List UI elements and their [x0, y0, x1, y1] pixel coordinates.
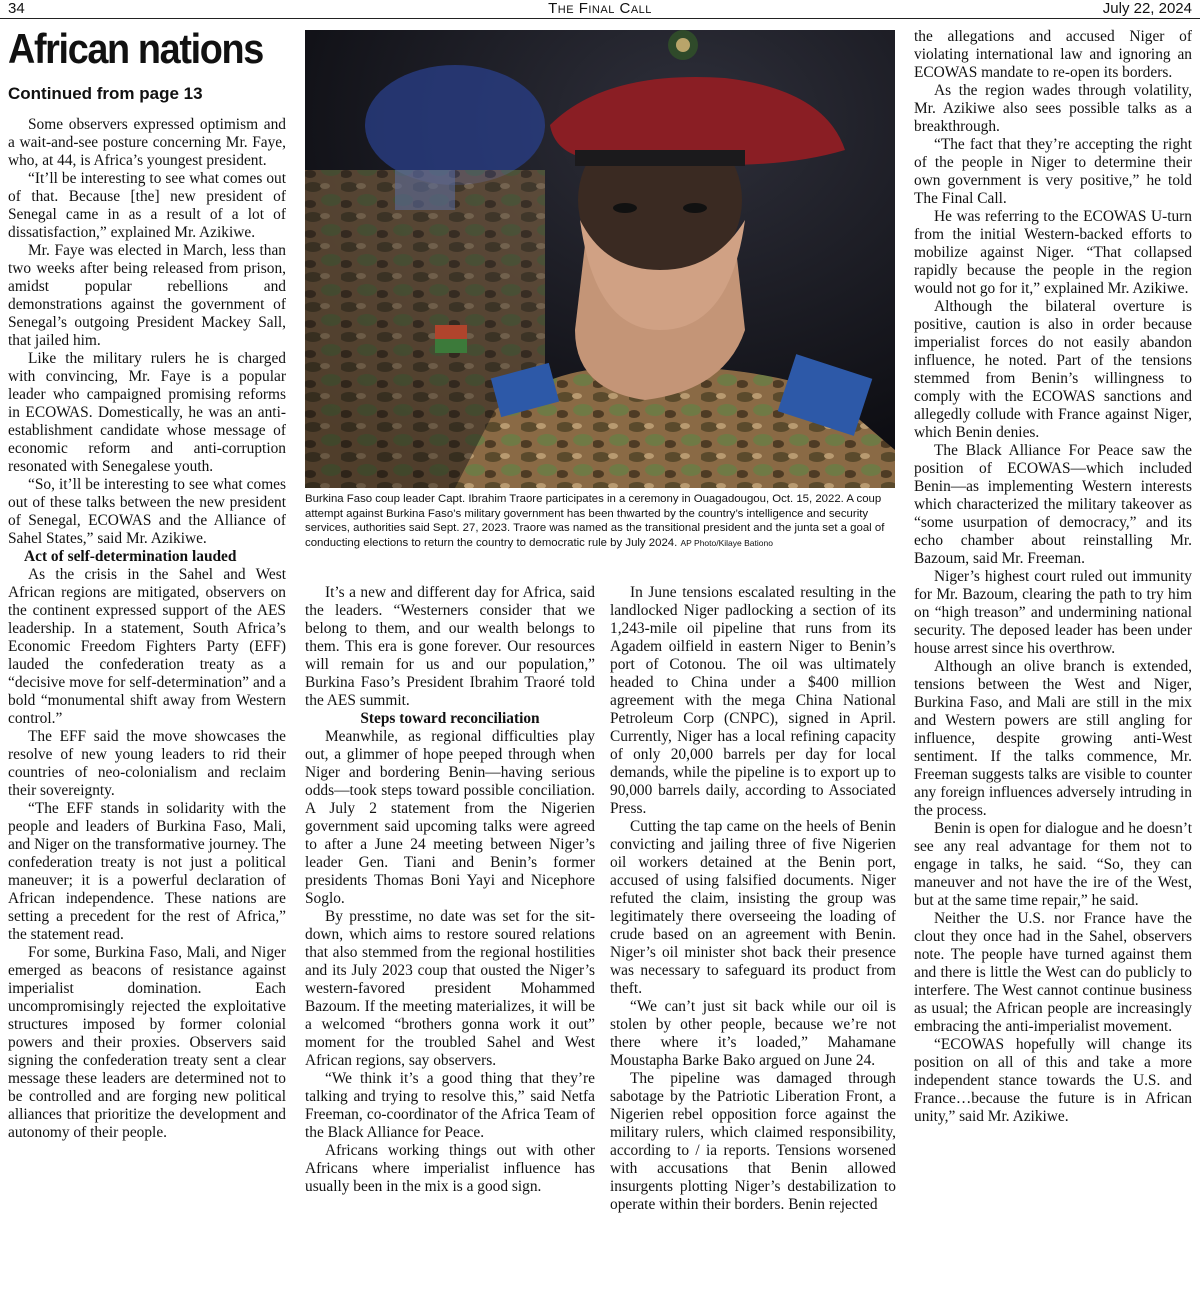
- paragraph: “The EFF stands in solidarity with the people and leaders of Burkina Faso, Mali, and Niger on the transformative journey. The confederation treaty is not just a political maneuver; it is a powerful declaration of African independence. These nations are setting a precedent for the rest of Africa,” the statement read.: [8, 800, 286, 943]
- paragraph: Mr. Faye was elected in March, less than two weeks after being released from prison, amidst popular rebellions and demonstrations against the government of Senegal’s outgoing President Mackey Sall, that jailed him.: [8, 242, 286, 349]
- paragraph: He was referring to the ECOWAS U-turn from the initial Western-backed efforts to mobilize against Niger. “That collapsed rapidly because the people in the region would not go for it,” explained Mr. Azikiwe.: [914, 208, 1192, 297]
- paragraph: Neither the U.S. nor France have the clout they once had in the Sahel, observers note. The people have turned against them and there is little the West can do publicly to interfere. The West cannot continue business as usual; the African people are increasingly embracing the anti-imperialist movement.: [914, 910, 1192, 1035]
- subhead: Steps toward reconciliation: [360, 710, 540, 727]
- page-header: [0, 0, 1200, 19]
- paragraph: “ECOWAS hopefully will change its position on all of this and take a more independent stance towards the U.S. and France…because the future is in African unity,” said Mr. Azikiwe.: [914, 1036, 1192, 1125]
- paragraph: It’s a new and different day for Africa, said the leaders. “Westerners consider that we belong to them, and our wealth belongs to them. This era is gone forever. Our resources will remain for us and our population,” Burkina Faso’s President Ibrahim Traoré told the AES summit.: [305, 584, 595, 709]
- article-column-4: [914, 28, 1192, 1126]
- article-column-3: [610, 584, 896, 1214]
- paragraph: The pipeline was damaged through sabotage by the Patriotic Liberation Front, a Nigerien rebel opposition force against the military rulers, which claimed responsibility, according to / ia reports. Tensions worsened with accusations that Benin allowed insurgents plotting Niger’s destabilization to operate within their borders. Benin rejected: [610, 1070, 896, 1213]
- paragraph: Niger’s highest court ruled out immunity for Mr. Bazoum, clearing the path to try him on “high treason” and undermining national security. The deposed leader has been under house arrest since his overthrow.: [914, 568, 1192, 657]
- paragraph: Although an olive branch is extended, tensions between the West and Niger, Burkina Faso, and Mali are still in the mix and Western powers are still angling for influence, despite growing anti-West sentiment. If the talks commence, Mr. Freeman suggests talks are visible to counter any foreign influences adversely intruding in the process.: [914, 658, 1192, 819]
- article-column-1: [8, 116, 286, 1142]
- headline: African nations: [8, 25, 263, 72]
- news-photo: [305, 30, 895, 488]
- paragraph: The EFF said the move showcases the resolve of new young leaders to rid their countries of neo-colonialism and reclaim their sovereignty.: [8, 728, 286, 799]
- paragraph: Cutting the tap came on the heels of Benin convicting and jailing three of five Nigerien oil workers detained at the Benin port, accused of using falsified documents. Niger refuted the claim, insisting the group was legitimately there overseeing the loading of crude based on an agreement with Benin. Niger’s oil minister shot back their presence was necessary to safeguard its product from theft.: [610, 818, 896, 997]
- paragraph: The Black Alliance For Peace saw the position of ECOWAS—which included Benin—as implementing Western interests which characterized the military takeover as “some usurpation of democracy,” and its echo chamber about reinstalling Mr. Bazoum, said Mr. Freeman.: [914, 442, 1192, 567]
- soldier-photo-illustration: [305, 30, 895, 488]
- masthead: The Final Call: [548, 0, 652, 17]
- paragraph: the allegations and accused Niger of violating international law and ignoring an ECOWAS mandate to re-open its borders.: [914, 28, 1192, 81]
- paragraph: As the region wades through volatility, Mr. Azikiwe also sees possible talks as a breakthrough.: [914, 82, 1192, 135]
- continued-note: Continued from page 13: [8, 84, 203, 103]
- paragraph: Like the military rulers he is charged with convincing, Mr. Faye is a popular leader who campaigned promising reforms in ECOWAS. Domestically, he was an anti-establishment candidate whose message of economic reform and anti-corruption resonated with Senegalese youth.: [8, 350, 286, 475]
- caption-text: Burkina Faso coup leader Capt. Ibrahim Traore participates in a ceremony in Ouagadougou, Oct. 15, 2022. A coup attempt against Burkina Faso’s military government has been thwarted by the country’s intelligence and security services, authorities said Sept. 27, 2023. Traore was named as the transitional president and the junta set a goal of conducting elections to return the country to democratic rule by July 2024.: [305, 493, 885, 549]
- paragraph: “We think it’s a good thing that they’re talking and trying to resolve this,” said Netfa Freeman, co-coordinator of the Africa Team of the Black Alliance for Peace.: [305, 1070, 595, 1141]
- paragraph: Benin is open for dialogue and he doesn’t see any real advantage for them not to engage in talks, he said. “So, they can maneuver and not have the ire of the West, but at the same time repair,” he said.: [914, 820, 1192, 909]
- paragraph: Some observers expressed optimism and a wait-and-see posture concerning Mr. Faye, who, at 44, is Africa’s youngest president.: [8, 116, 286, 169]
- paragraph: “So, it’ll be interesting to see what comes out of these talks between the new president of Senegal, ECOWAS and the Alliance of Sahel States,” said Mr. Azikiwe.: [8, 476, 286, 547]
- paragraph: Africans working things out with other Africans where imperialist influence has usually been in the mix is a good sign.: [305, 1142, 595, 1195]
- photo-credit: AP Photo/Kilaye Bationo: [680, 537, 773, 548]
- paragraph: By presstime, no date was set for the sit-down, which aims to restore soured relations that also stemmed from the regional hostilities and its July 2023 coup that ousted the Niger’s western-favored president Mohammed Bazoum. If the meeting materializes, it will be a welcomed “brothers gonna work it out” moment for the troubled Sahel and West African regions, say observers.: [305, 908, 595, 1069]
- paragraph: “The fact that they’re accepting the right of the people in Niger to determine their own government is very positive,” he told The Final Call.: [914, 136, 1192, 207]
- photo-caption: [305, 492, 897, 550]
- paragraph: Meanwhile, as regional difficulties play out, a glimmer of hope peeped through when Niger and bordering Benin—having serious odds—took steps toward possible conciliation. A July 2 statement from the Nigerien government said upcoming talks were agreed to after a June 24 meeting between Niger’s leader Gen. Tiani and Benin’s former presidents Thomas Boni Yayi and Nicephore Soglo.: [305, 728, 595, 907]
- paragraph: Although the bilateral overture is positive, caution is also in order because imperialist forces do not easily abandon influence, he noted. Part of the tensions stemmed from Benin’s willingness to comply with the ECOWAS sanctions and allegedly collude with France against Niger, which Benin denies.: [914, 298, 1192, 441]
- paragraph: “We can’t just sit back while our oil is stolen by other people, because we’re not there where it’s loaded,” Mahamane Moustapha Barke Bako argued on June 24.: [610, 998, 896, 1069]
- issue-date: July 22, 2024: [1102, 0, 1192, 17]
- paragraph: For some, Burkina Faso, Mali, and Niger emerged as beacons of resistance against imperialist domination. Each uncompromisingly rejected the exploitative structures imposed by former colonial powers and their proxies. Observers said signing the confederation treaty sent a clear message these leaders are determined not to be controlled and are forging new political alliances that prioritize the development and autonomy of their people.: [8, 944, 286, 1141]
- subhead: Act of self-determination lauded: [24, 548, 237, 565]
- paragraph: “It’ll be interesting to see what comes out of that. Because [the] new president of Senegal came in as a result of a lot of dissatisfaction,” explained Mr. Azikiwe.: [8, 170, 286, 241]
- paragraph: As the crisis in the Sahel and West African regions are mitigated, observers on the continent expressed support of the AES leadership. In a statement, South Africa’s Economic Freedom Fighters Party (EFF) lauded the confederation treaty as a “decisive move for self-determination” and a bold “monumental shift away from Western control.”: [8, 566, 286, 727]
- page-number: 34: [8, 0, 25, 17]
- paragraph: In June tensions escalated resulting in the landlocked Niger padlocking a section of its 1,243-mile oil pipeline that runs from its Agadem oilfield in eastern Niger to Benin’s port of Cotonou. The oil was ultimately headed to China under a $400 million agreement with the mega China National Petroleum Corp (CNPC), signed in April. Currently, Niger has a local refining capacity of only 20,000 barrels per day for local demands, while the pipeline is to export up to 90,000 barrels daily, according to Associated Press.: [610, 584, 896, 817]
- article-column-2: [305, 584, 595, 1196]
